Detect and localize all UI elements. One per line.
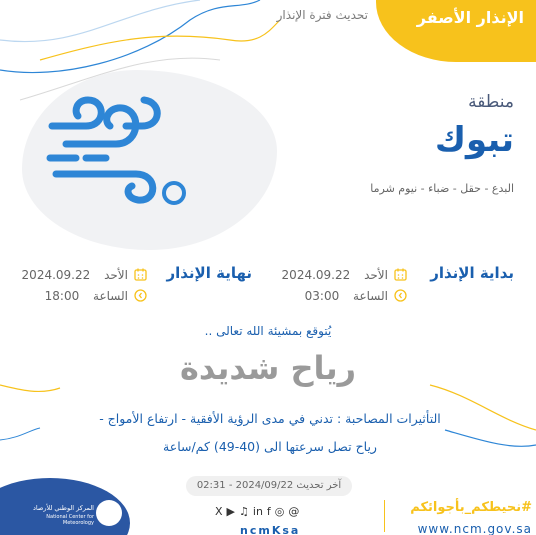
last-update-pill: آخر تحديث 2024/09/22 - 02:31	[186, 476, 352, 496]
website-link[interactable]: www.ncm.gov.sa	[417, 522, 532, 535]
warning-level-label: الإنذار الأصفر	[416, 8, 524, 27]
end-date-line	[22, 268, 128, 282]
end-date: 2024.09.22	[21, 268, 91, 282]
end-time-line	[45, 289, 128, 303]
end-time-label: الساعة	[93, 289, 128, 303]
hazard-title: رياح شديدة	[180, 349, 356, 387]
region-label: منطقة	[468, 92, 514, 112]
impacts-line-2: رياح تصل سرعتها الى (40-49) كم/ساعة	[163, 439, 377, 454]
end-day: الأحد	[104, 268, 128, 282]
calendar-icon	[394, 268, 407, 281]
ncm-name-en: National Center for Meteorology	[46, 514, 94, 526]
tiktok-icon[interactable]: ♫	[239, 505, 249, 518]
impacts-text	[60, 405, 480, 461]
social-handle: ncmKsa	[240, 524, 301, 535]
youtube-icon[interactable]: ▶	[226, 505, 236, 518]
ncm-name-ar: المركز الوطني للأرصاد	[32, 504, 94, 512]
footer-divider	[384, 500, 385, 532]
clock-icon	[394, 289, 407, 302]
start-title: بداية الإنذار	[430, 264, 514, 282]
hashtag: #نحيطكم_بأجوائكم	[410, 500, 532, 515]
expected-note: يُتوقع بمشيئة الله تعالى ..	[204, 324, 332, 338]
end-time: 18:00	[44, 289, 80, 303]
impacts-line-1: التأثيرات المصاحبة : تدني في مدى الرؤية الأفقية - ارتفاع الأمواج -	[99, 411, 441, 426]
clock-icon	[134, 289, 147, 302]
update-period-label: تحديث فترة الإنذار	[276, 8, 368, 22]
end-title: نهاية الإنذار	[166, 264, 252, 282]
x-icon[interactable]: X	[215, 505, 223, 518]
facebook-icon[interactable]: f	[266, 505, 271, 518]
ncm-emblem-icon	[96, 500, 122, 526]
social-icons	[215, 505, 299, 518]
start-date: 2024.09.22	[281, 268, 351, 282]
start-time: 03:00	[304, 289, 340, 303]
start-day: الأحد	[364, 268, 388, 282]
threads-icon[interactable]: @	[288, 505, 300, 518]
start-time-label: الساعة	[353, 289, 388, 303]
start-time-line	[305, 289, 388, 303]
linkedin-icon[interactable]: in	[252, 505, 263, 518]
region-name: تبوك	[434, 120, 514, 160]
start-date-line	[282, 268, 388, 282]
affected-cities: البدع - حقل - ضباء - نيوم شرما	[370, 182, 514, 195]
instagram-icon[interactable]: ◎	[274, 505, 285, 518]
wind-icon	[46, 96, 196, 214]
calendar-icon	[134, 268, 147, 281]
